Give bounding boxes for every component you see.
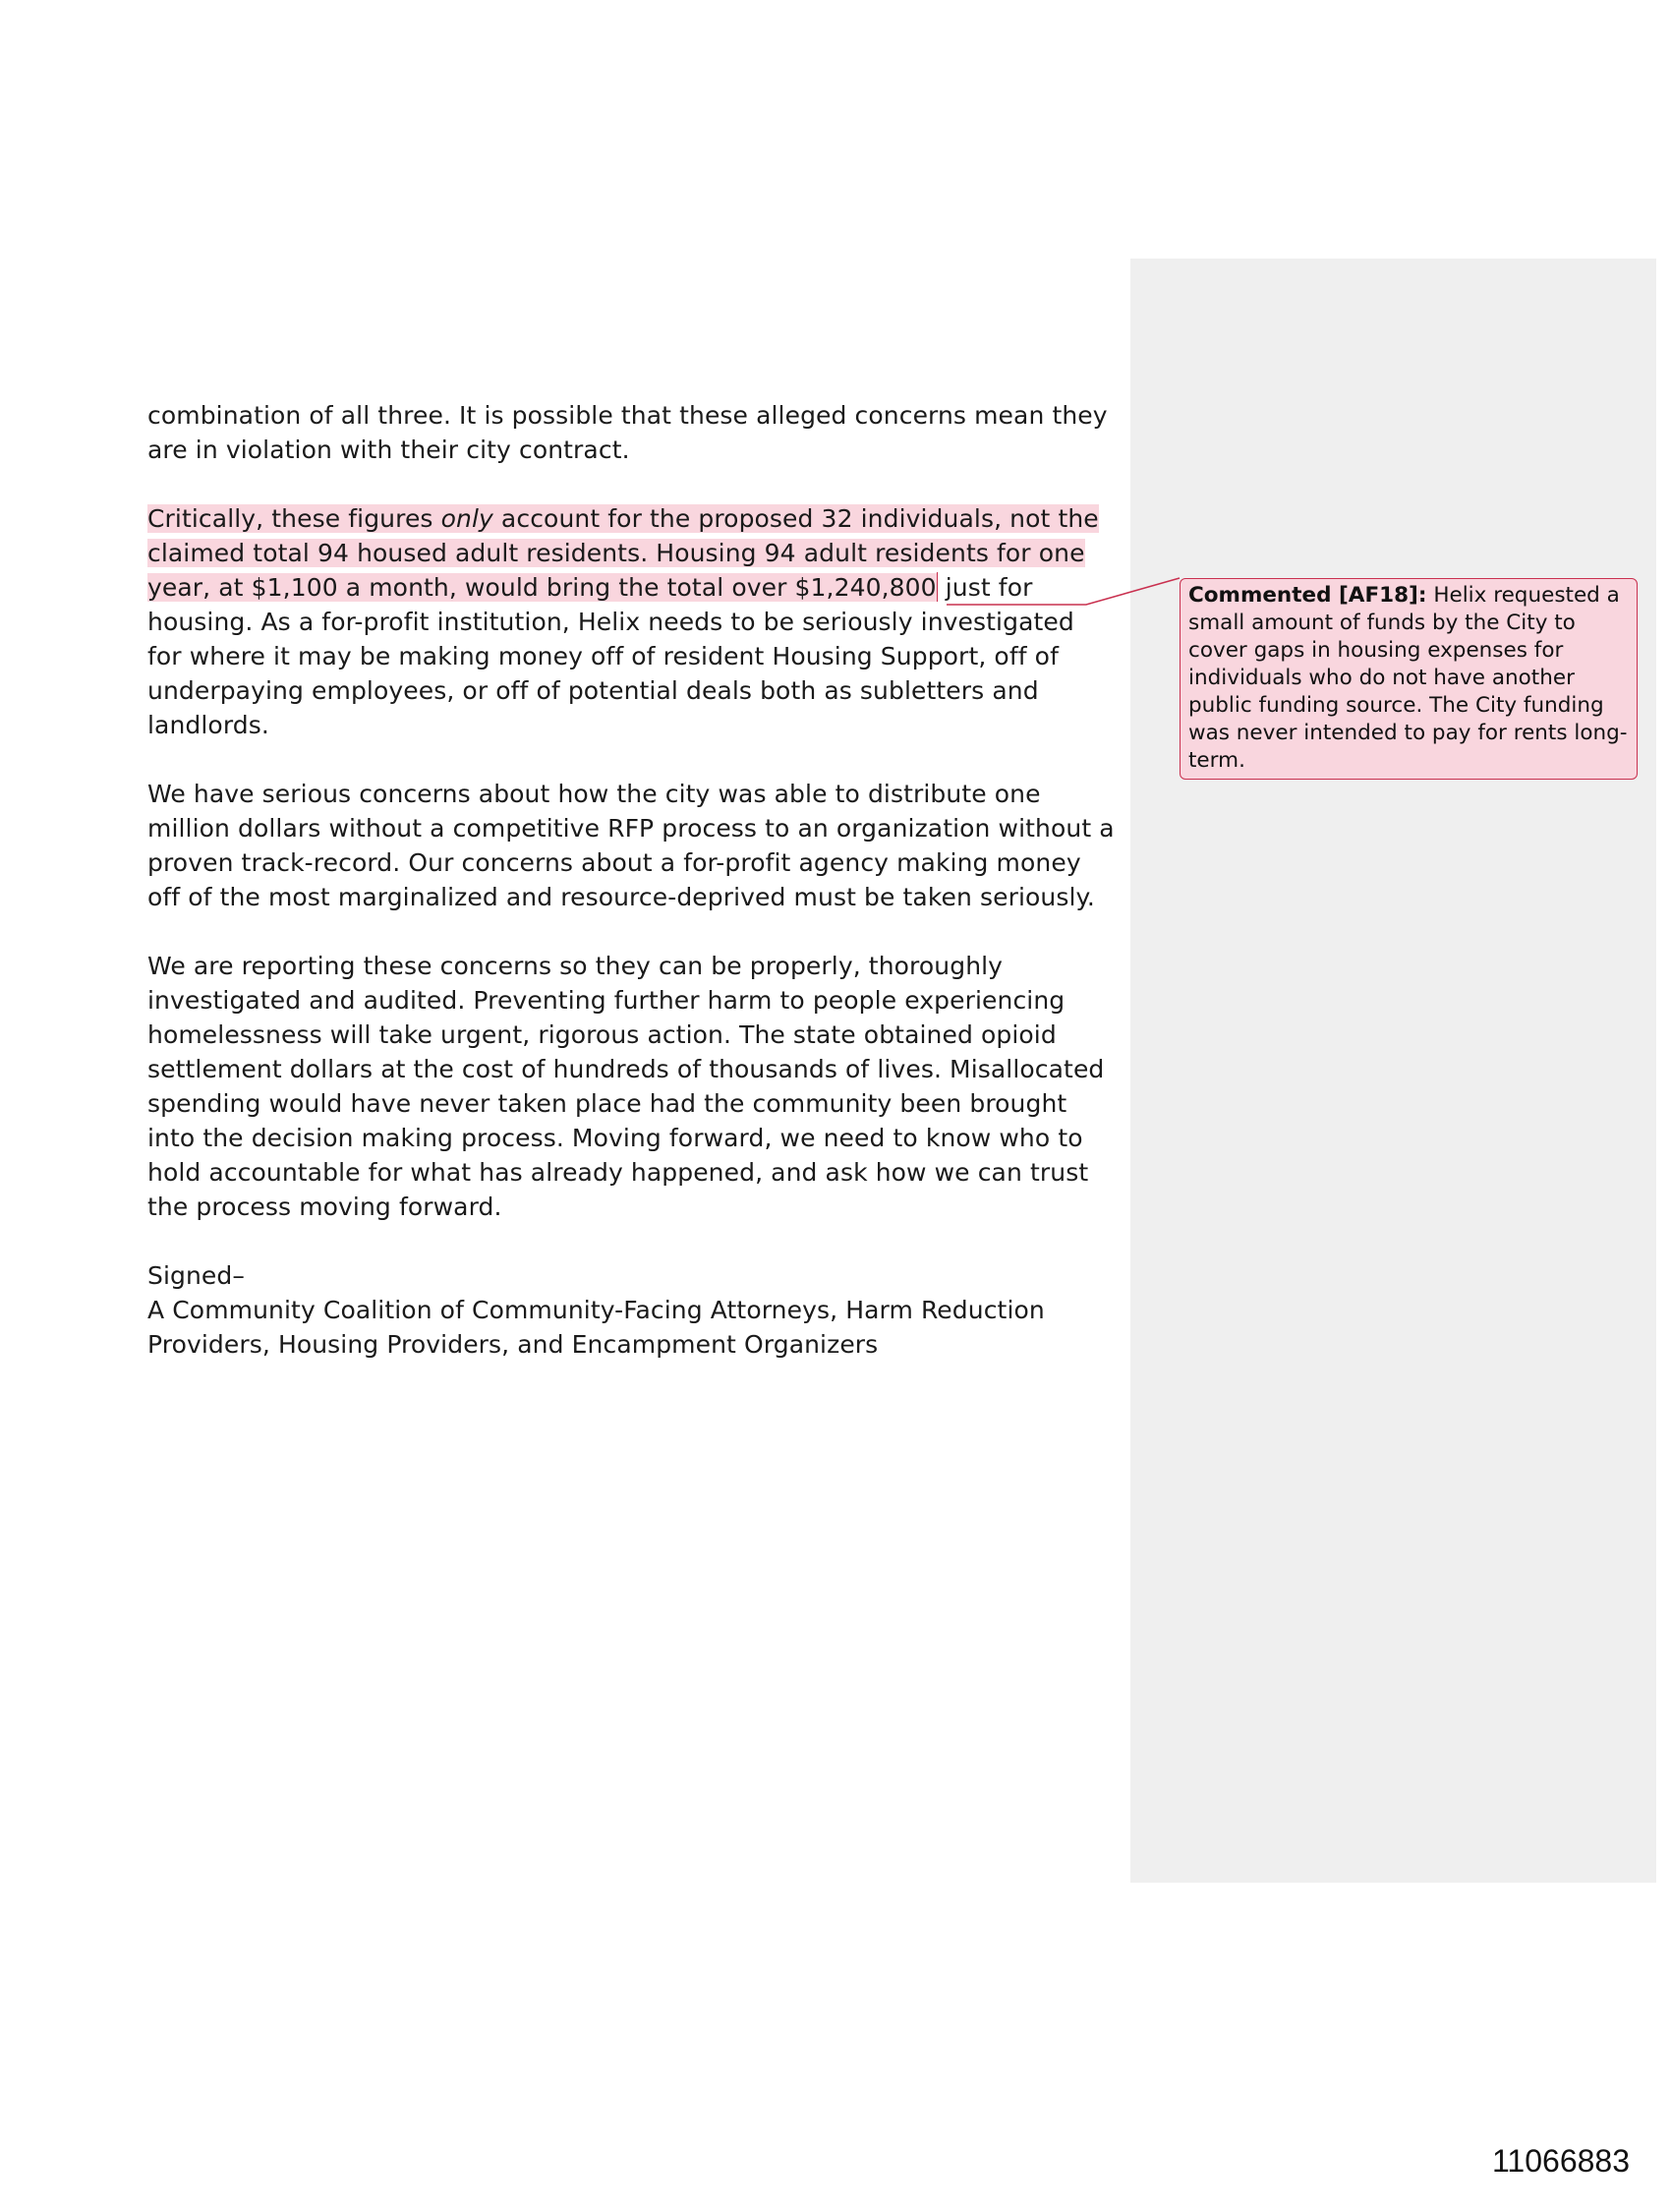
highlight-text-b: account for the proposed 32 individuals, not the claimed total 94 housed adult residents. Housing 94 adult residents for one year, at $1,100 a month, would bring the total over $1,240,800 — [147, 504, 1099, 602]
paragraph-3: We have serious concerns about how the city was able to distribute one million dollars without a competitive RFP process to an organization without a proven track-record. Our concerns about a for-profit agency making money off of the most marginalized and resource-deprived must be taken seriously. — [147, 780, 1115, 911]
signature-block — [147, 1258, 1116, 1362]
paragraph-4: We are reporting these concerns so they can be properly, thoroughly investigated and audited. Preventing further harm to people experiencing homelessness will take urgent, rigorous action. The state obtained opioid settlement dollars at the cost of hundreds of thousands of lives. Misallocated spending would have never taken place had the community been brought into the decision making process. Moving forward, we need to know who to hold accountable for what has already happened, and ask how we can trust the process moving forward. — [147, 952, 1105, 1221]
paragraph-1: combination of all three. It is possible that these alleged concerns mean they are in violation with their city contract. — [147, 401, 1108, 464]
highlight-text-a: Critically, these figures — [147, 504, 441, 533]
paragraph-2-rest: just for housing. As a for-profit institution, Helix needs to be seriously investigated for where it may be making money off of resident Housing Support, off of underpaying employees, or off of potential deals both as subletters and landlords. — [147, 573, 1074, 739]
signature-line-1: A Community Coalition of Community-Facing Attorneys, Harm Reduction — [147, 1296, 1045, 1324]
comment-text: Helix requested a small amount of funds by the City to cover gaps in housing expenses for individuals who do not have another public funding source. The City funding was never intended to pay for rents long-term. — [1188, 583, 1628, 773]
bates-number: 11066883 — [1492, 2143, 1630, 2179]
highlight-emphasis: only — [440, 504, 493, 533]
comment-label: Commented [AF18]: — [1188, 583, 1427, 608]
signature-label: Signed– — [147, 1261, 245, 1290]
signature-line-2: Providers, Housing Providers, and Encampment Organizers — [147, 1330, 879, 1359]
comment-balloon[interactable] — [1180, 578, 1638, 780]
